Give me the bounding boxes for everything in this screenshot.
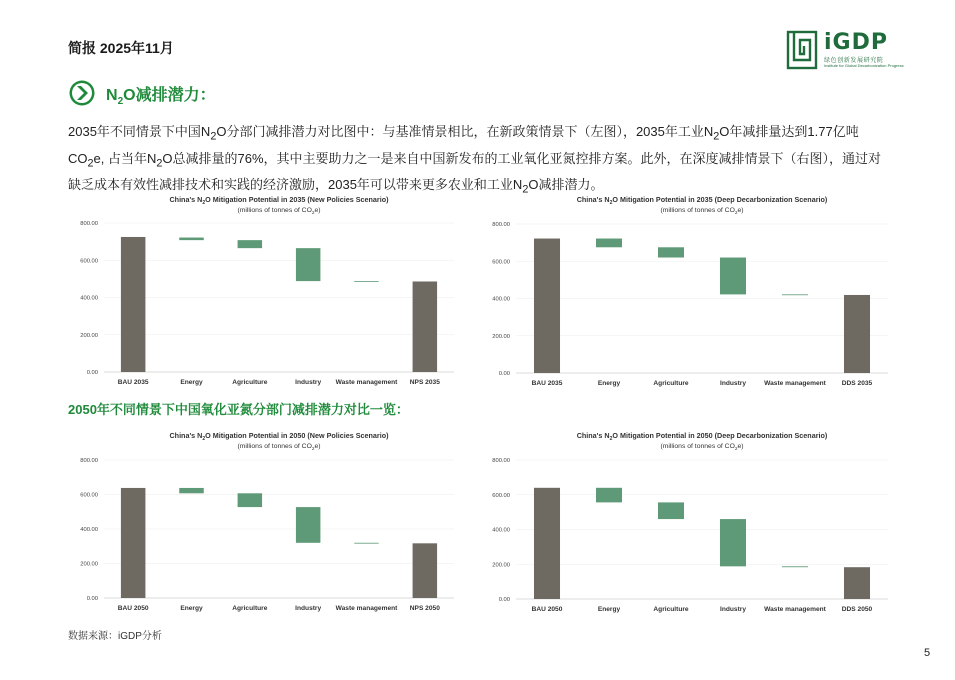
chart-unit-label: (millions of tonnes of $CO_2e$) bbox=[237, 207, 321, 216]
x-category-label: BAU 2035 bbox=[531, 380, 563, 387]
logo-english-name: Institute for Global Decarbonization Progress bbox=[824, 63, 904, 68]
y-tick-label: 200.00 bbox=[80, 561, 98, 568]
waterfall-bar bbox=[534, 488, 560, 599]
waterfall-bar bbox=[782, 294, 808, 295]
page-number: 5 bbox=[924, 647, 931, 659]
waterfall-bar bbox=[238, 240, 262, 248]
igdp-logo-mark-icon bbox=[786, 30, 818, 70]
x-category-label: NPS 2050 bbox=[409, 605, 440, 612]
x-category-label: Energy bbox=[180, 379, 203, 386]
igdp-logo bbox=[786, 30, 908, 70]
x-category-label: BAU 2035 bbox=[117, 379, 149, 386]
x-category-label: Agriculture bbox=[232, 605, 268, 612]
report-date-label: 简报 2025年11月 bbox=[68, 40, 174, 56]
y-tick-label: 800.00 bbox=[492, 222, 510, 228]
chart-2035-dds bbox=[476, 188, 896, 394]
data-source-note: 数据来源：iGDP分析 bbox=[68, 631, 162, 642]
chart-title: China's $N_2O$ Mitigation Potential in 2035 (New Policies Scenario) bbox=[169, 195, 389, 206]
waterfall-bar bbox=[596, 488, 622, 503]
x-category-label: Waste management bbox=[335, 605, 398, 612]
logo-chinese-name: 绿色创新发展研究院 bbox=[824, 58, 884, 64]
y-tick-label: 400.00 bbox=[492, 296, 510, 303]
waterfall-bar bbox=[354, 281, 379, 282]
waterfall-bar bbox=[413, 281, 438, 372]
chevron-right-circle-icon bbox=[68, 79, 98, 107]
waterfall-bar bbox=[596, 239, 622, 248]
y-tick-label: 800.00 bbox=[80, 458, 98, 464]
waterfall-bar bbox=[782, 566, 808, 567]
subheading-2050: 2050年不同情景下中国氧化亚氮分部门减排潜力对比一览： bbox=[68, 402, 409, 417]
chart-2050-nps bbox=[66, 426, 464, 620]
x-category-label: Waste management bbox=[335, 379, 398, 386]
x-category-label: Industry bbox=[719, 606, 747, 613]
logo-wordmark: iGDP bbox=[824, 30, 888, 55]
x-category-label: BAU 2050 bbox=[531, 606, 563, 613]
waterfall-bar bbox=[354, 543, 379, 544]
x-category-label: Industry bbox=[295, 379, 322, 386]
waterfall-bar bbox=[121, 488, 146, 598]
y-tick-label: 0.00 bbox=[86, 370, 98, 376]
y-tick-label: 400.00 bbox=[492, 527, 510, 534]
chart-title: China's $N_2O$ Mitigation Potential in 2050 (Deep Decarbonization Scenario) bbox=[576, 431, 828, 442]
y-tick-label: 600.00 bbox=[80, 492, 98, 499]
x-category-label: Waste management bbox=[764, 606, 826, 613]
chart-title: China's $N_2O$ Mitigation Potential in 2050 (New Policies Scenario) bbox=[169, 431, 389, 442]
chart-unit-label: (millions of tonnes of $CO_2e$) bbox=[237, 443, 321, 452]
x-category-label: Agriculture bbox=[232, 379, 268, 386]
x-category-label: Agriculture bbox=[653, 606, 689, 613]
waterfall-bar bbox=[658, 247, 684, 257]
x-category-label: Energy bbox=[597, 606, 621, 613]
y-tick-label: 400.00 bbox=[80, 295, 98, 302]
y-tick-label: 200.00 bbox=[80, 332, 98, 339]
waterfall-bar bbox=[534, 239, 560, 373]
section-title: $N_2O$减排潜力： bbox=[106, 87, 216, 108]
x-category-label: DDS 2035 bbox=[841, 380, 873, 387]
waterfall-bar bbox=[658, 502, 684, 519]
x-category-label: NPS 2035 bbox=[409, 379, 440, 386]
x-category-label: Industry bbox=[719, 380, 747, 387]
x-category-label: Waste management bbox=[764, 380, 826, 387]
chart-2035-nps bbox=[66, 188, 464, 394]
waterfall-bar bbox=[844, 567, 870, 599]
waterfall-bar bbox=[296, 507, 321, 543]
y-tick-label: 800.00 bbox=[80, 221, 98, 227]
y-tick-label: 200.00 bbox=[492, 562, 510, 569]
x-category-label: Energy bbox=[180, 605, 203, 612]
waterfall-bar bbox=[179, 488, 204, 493]
waterfall-bar bbox=[720, 519, 746, 566]
y-tick-label: 600.00 bbox=[492, 259, 510, 266]
x-category-label: DDS 2050 bbox=[841, 606, 873, 613]
y-tick-label: 600.00 bbox=[80, 258, 98, 265]
waterfall-bar bbox=[121, 237, 146, 372]
y-tick-label: 0.00 bbox=[498, 597, 510, 603]
waterfall-bar bbox=[179, 238, 204, 241]
y-tick-label: 0.00 bbox=[498, 371, 510, 377]
intro-paragraph: 2035年不同情景下中国$N_2O$分部门减排潜力对比图中：与基准情景相比，在新政策情景下（左图），2035年工业$N_2O$年减排量达到1.77亿吨$CO_2e$, 占当年$N_2O$总减排量的76%，其中主要助力之一是来自中国新发布的工业氧化亚氮控排方案。此外，在深度减排情景下（右图），通过对缺乏成本有效性减排技术和实践的经济激励，2035年可以带来更多农业和工业$N_2O$减排潜力。 bbox=[68, 124, 882, 196]
waterfall-bar bbox=[238, 493, 262, 507]
waterfall-bar bbox=[296, 248, 321, 281]
waterfall-bar bbox=[844, 295, 870, 373]
chart-title: China's $N_2O$ Mitigation Potential in 2035 (Deep Decarbonization Scenario) bbox=[576, 195, 828, 206]
y-tick-label: 0.00 bbox=[86, 596, 98, 602]
y-tick-label: 400.00 bbox=[80, 527, 98, 533]
waterfall-bar bbox=[413, 543, 438, 598]
x-category-label: Industry bbox=[295, 605, 322, 612]
x-category-label: BAU 2050 bbox=[117, 605, 149, 612]
chart-unit-label: (millions of tonnes of $CO_2e$) bbox=[660, 207, 744, 216]
chart-unit-label: (millions of tonnes of $CO_2e$) bbox=[660, 443, 744, 452]
x-category-label: Energy bbox=[597, 380, 621, 387]
y-tick-label: 200.00 bbox=[492, 333, 510, 340]
waterfall-bar bbox=[720, 258, 746, 295]
y-tick-label: 800.00 bbox=[492, 458, 510, 464]
y-tick-label: 600.00 bbox=[492, 492, 510, 499]
x-category-label: Agriculture bbox=[653, 380, 689, 387]
chart-2050-dds bbox=[476, 426, 896, 620]
